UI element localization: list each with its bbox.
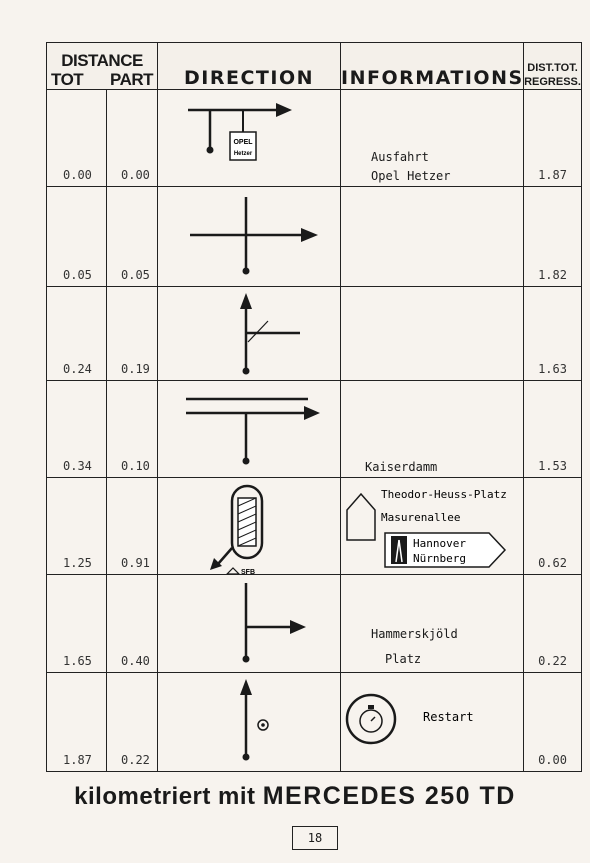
- info-cell: [341, 287, 524, 381]
- dist-tot-label: DIST.TOT.: [527, 62, 578, 74]
- crossing-straight-diagram: [158, 187, 341, 286]
- part-cell: 0.05: [107, 187, 158, 287]
- part-cell: 0.22: [107, 673, 158, 772]
- direction-cell: [158, 673, 341, 772]
- tot-label: TOT: [51, 70, 84, 89]
- house-icon: [347, 494, 375, 540]
- info-line: Hammerskjöld: [371, 627, 458, 641]
- direction-cell: [158, 90, 341, 187]
- info-line: Hannover: [413, 537, 466, 550]
- turn-right-diagram: [158, 575, 341, 672]
- remaining-header: [524, 43, 582, 90]
- header-row: [47, 43, 582, 90]
- stopwatch-icon: [347, 695, 395, 743]
- info-line: Restart: [423, 710, 474, 724]
- roundabout-diagram: [158, 478, 341, 574]
- part-cell: 0.91: [107, 478, 158, 575]
- table-row: [47, 90, 582, 187]
- info-line: Ausfahrt: [371, 150, 429, 164]
- remaining-cell: 0.22: [524, 575, 582, 673]
- info-line: Kaiserdamm: [365, 460, 438, 474]
- footer-brand: MERCEDES 250 TD: [262, 782, 516, 810]
- part-cell: 0.10: [107, 381, 158, 478]
- tot-cell: 1.87: [47, 673, 107, 772]
- info-cell: [341, 187, 524, 287]
- direction-cell: [158, 287, 341, 381]
- info-cell: [341, 478, 524, 575]
- tot-cell: 1.25: [47, 478, 107, 575]
- page-number: 18: [292, 826, 338, 850]
- info-line: Platz: [385, 652, 422, 666]
- straight-ahead-diagram: [158, 287, 341, 380]
- opel-sign-label: OPEL: [233, 139, 253, 146]
- tot-cell: 1.65: [47, 575, 107, 673]
- remaining-cell: 1.63: [524, 287, 582, 381]
- info-cell: [341, 575, 524, 673]
- table-row: [47, 478, 582, 575]
- distance-label: DISTANCE: [61, 51, 143, 70]
- part-label: PART: [110, 70, 154, 89]
- info-cell: [341, 381, 524, 478]
- destination-signs: [341, 478, 524, 574]
- part-cell: 0.40: [107, 575, 158, 673]
- hetzer-sign-label: Hetzer: [233, 151, 253, 157]
- tot-cell: 0.34: [47, 381, 107, 478]
- direction-cell: [158, 478, 341, 575]
- remaining-cell: 1.82: [524, 187, 582, 287]
- info-line: Nürnberg: [413, 552, 466, 565]
- tot-cell: 0.05: [47, 187, 107, 287]
- info-line: Opel Hetzer: [371, 169, 451, 183]
- restart-info: [341, 673, 524, 771]
- tot-cell: 0.24: [47, 287, 107, 381]
- footer-prefix: kilometriert mit: [74, 783, 256, 810]
- table-row: [47, 381, 582, 478]
- roadbook-table: [46, 42, 582, 772]
- table-row: [47, 673, 582, 772]
- part-cell: 0.19: [107, 287, 158, 381]
- info-cell: [341, 673, 524, 772]
- info-cell: [341, 90, 524, 187]
- sfb-tower-label: SFB: [241, 569, 256, 574]
- table-row: [47, 287, 582, 381]
- direction-cell: [158, 381, 341, 478]
- remaining-cell: 0.00: [524, 673, 582, 772]
- direction-cell: [158, 575, 341, 673]
- remaining-cell: 1.53: [524, 381, 582, 478]
- finish-point-diagram: [158, 673, 341, 771]
- tot-cell: 0.00: [47, 90, 107, 187]
- direction-header: DIRECTION: [158, 43, 341, 90]
- table-row: [47, 187, 582, 287]
- distance-header: [47, 43, 158, 90]
- part-cell: 0.00: [107, 90, 158, 187]
- info-line: Masurenallee: [381, 511, 461, 524]
- direction-cell: [158, 187, 341, 287]
- informations-header: INFORMATIONS: [341, 43, 524, 90]
- table-row: [47, 575, 582, 673]
- exit-right-diagram: [158, 90, 341, 186]
- remaining-cell: 0.62: [524, 478, 582, 575]
- regress-label: REGRESS.: [524, 76, 581, 88]
- straight-on-avenue-diagram: [158, 381, 341, 477]
- footer-title: [0, 782, 590, 811]
- info-line: Theodor-Heuss-Platz: [381, 488, 507, 501]
- remaining-cell: 1.87: [524, 90, 582, 187]
